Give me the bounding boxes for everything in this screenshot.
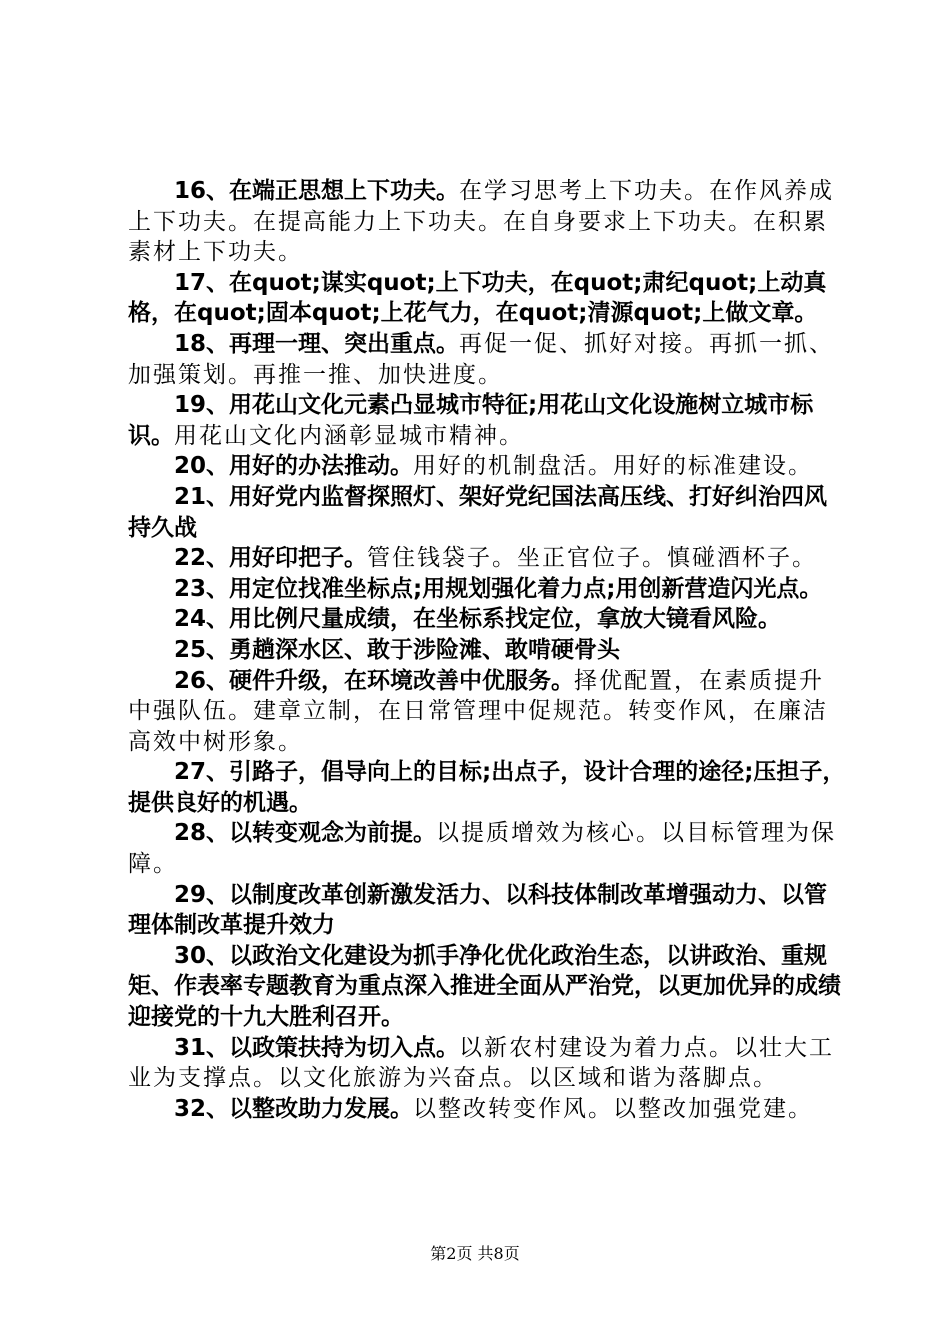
paragraph-30: 30、以政治文化建设为抓手净化优化政治生态，以讲政治、重规矩、作表率专题教育为重点深入推进全面从严治党，以更加优异的成绩迎接党的十九大胜利召开。: [128, 942, 841, 1031]
paragraph-28: 28、以转变观念为前提。以提质增效为核心。以目标管理为保障。: [128, 820, 837, 878]
paragraph-29: 29、以制度改革创新激发活力、以科技体制改革增强动力、以管理体制改革提升效力: [128, 881, 828, 939]
paragraph-27: 27、引路子，倡导向上的目标;出点子，设计合理的途径;压担子，提供良好的机遇。: [128, 759, 846, 816]
paragraph-23: 23、用定位找准坐标点;用规划强化着力点;用创新营造闪光点。: [174, 575, 823, 602]
paragraph-25: 25、勇趟深水区、敢于涉险滩、敢啃硬骨头: [174, 636, 621, 663]
document-body: [128, 176, 848, 1124]
paragraph-19: 19、用花山文化元素凸显城市特征;用花山文化设施树立城市标识。用花山文化内涵彰显城市精神。: [128, 392, 814, 449]
page-number-label: 第2页 共8页: [430, 1244, 520, 1263]
paragraph-16: 16、在端正思想上下功夫。在学习思考上下功夫。在作风养成上下功夫。在提高能力上下功夫。在自身要求上下功夫。在积累素材上下功夫。: [128, 178, 835, 266]
paragraph-21: 21、用好党内监督探照灯、架好党纪国法高压线、打好纠治四风持久战: [128, 483, 828, 541]
paragraph-24: 24、用比例尺量成绩，在坐标系找定位，拿放大镜看风险。: [174, 606, 782, 633]
paragraph-18: 18、再理一理、突出重点。再促一促、抓好对接。再抓一抓、加强策划。再推一推、加快进度。: [128, 330, 835, 388]
paragraph-32: 32、以整改助力发展。以整改转变作风。以整改加强党建。: [174, 1095, 814, 1122]
paragraph-31: 31、以政策扶持为切入点。以新农村建设为着力点。以壮大工业为支撑点。以文化旅游为兴奋点。以区域和谐为落脚点。: [128, 1034, 835, 1092]
paragraph-22: 22、用好印把子。管住钱袋子。坐正官位子。慎碰酒杯子。: [174, 545, 818, 572]
paragraph-17: 17、在quot;谋实quot;上下功夫，在quot;肃纪quot;上动真格，在quot;固本quot;上花气力，在quot;清源quot;上做文章。: [128, 269, 827, 327]
paragraph-26: 26、硬件升级，在环境改善中优服务。择优配置，在素质提升中强队伍。建章立制，在日常管理中促规范。转变作风，在廉洁高效中树形象。: [128, 667, 828, 755]
paragraph-20: 20、用好的办法推动。用好的机制盘活。用好的标准建设。: [174, 453, 814, 480]
page-footer: [0, 1244, 950, 1264]
